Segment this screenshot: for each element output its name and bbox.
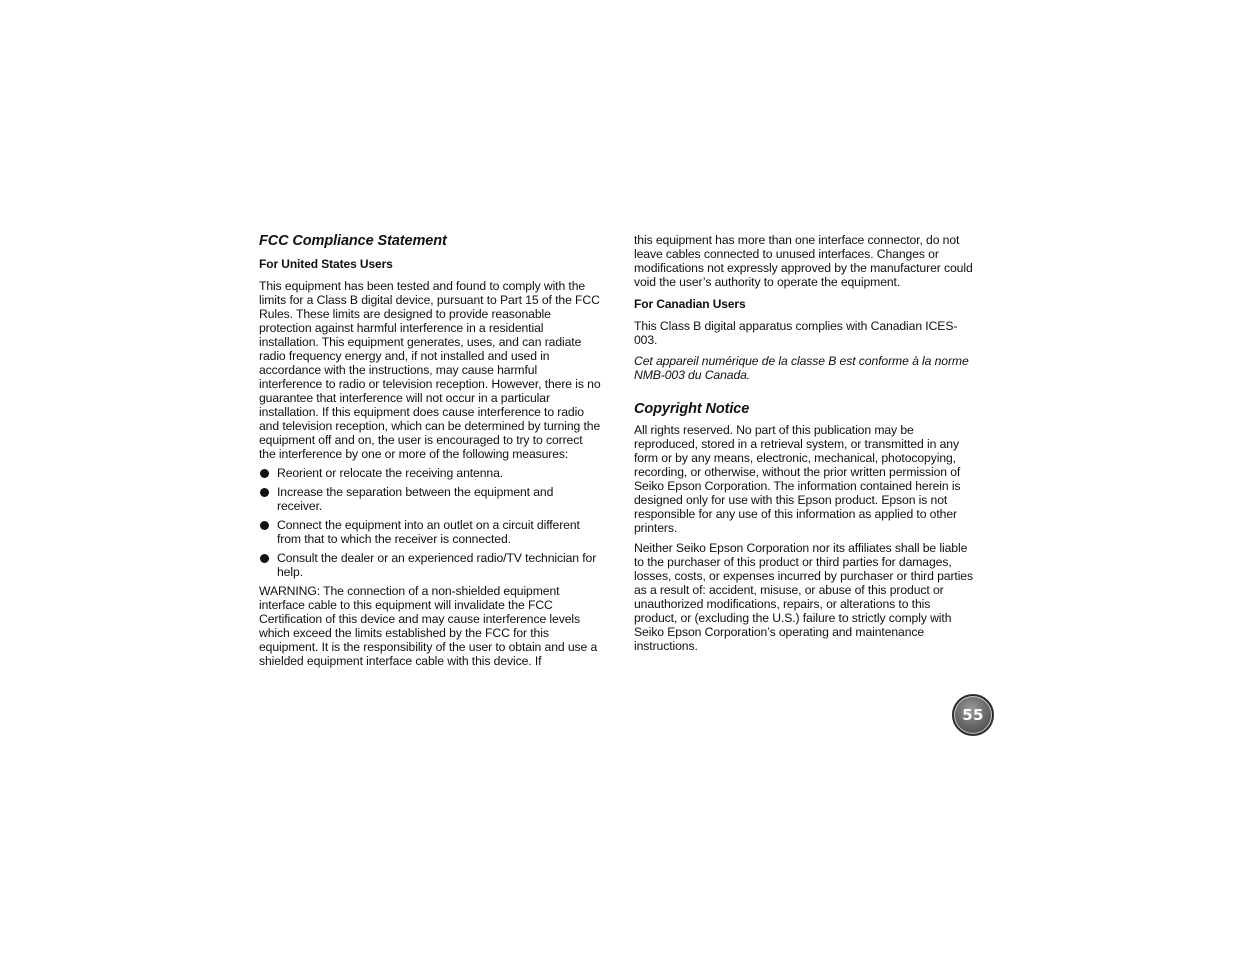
canadian-users-subheading: For Canadian Users — [634, 297, 746, 311]
warning-paragraph: WARNING: The connection of a non-shielded equipment interface cable to this equipment will invalidate the FCC Certification of this device and may cause interference levels which exceed the limits established by the FCC for this equipment. It is the responsibility of the user to obtain and use a shielded equipment interface cable with this device. If — [259, 584, 598, 668]
fcc-paragraph: This equipment has been tested and found to comply with the limits for a Class B digital device, pursuant to Part 15 of the FCC Rules. These limits are designed to provide reasonable protection against harmful interference in a residential installation. This equipment generates, uses, and can radiate radio frequency energy and, if not installed and used in accordance with the instructions, may cause harmful interference to radio or television reception. However, there is no guarantee that interference will not occur in a particular installation. If this equipment does cause interference to radio and television reception, which can be determined by turning the equipment off and on, the user is encouraged to try to correct the interference by one or more of the following measures: — [259, 279, 601, 461]
canadian-french-paragraph: Cet appareil numérique de la classe B est conforme à la norme NMB-003 du Canada. — [634, 354, 969, 382]
bullet-icon — [260, 488, 269, 497]
list-item — [259, 485, 601, 513]
canadian-paragraph: This Class B digital apparatus complies with Canadian ICES-003. — [634, 319, 958, 347]
continuation-paragraph: this equipment has more than one interface connector, do not leave cables connected to unused interfaces. Changes or modifications not expressly approved by the manufacturer could void the user’s authority to operate the equipment. — [634, 233, 973, 289]
bullet-icon — [260, 469, 269, 478]
page-number: 55 — [962, 706, 984, 724]
bullet-text: Increase the separation between the equipment and receiver. — [277, 485, 554, 513]
left-column — [259, 232, 601, 668]
us-users-subheading: For United States Users — [259, 257, 393, 271]
right-column — [634, 233, 976, 653]
bullet-text: Reorient or relocate the receiving antenna. — [277, 466, 504, 480]
measures-list — [259, 466, 601, 579]
page-number-badge — [952, 694, 994, 736]
bullet-icon — [260, 521, 269, 530]
list-item — [259, 466, 601, 480]
bullet-icon — [260, 554, 269, 563]
copyright-heading: Copyright Notice — [634, 401, 750, 417]
fcc-heading: FCC Compliance Statement — [259, 233, 447, 249]
bullet-text: Connect the equipment into an outlet on a circuit different from that to which the receiver is connected. — [277, 518, 580, 546]
list-item — [259, 551, 601, 579]
copyright-paragraph-1: All rights reserved. No part of this publication may be reproduced, stored in a retrieval system, or transmitted in any form or by any means, electronic, mechanical, photocopying, recording, or otherwise, without the prior written permission of Seiko Epson Corporation. The information contained herein is designed only for use with this Epson product. Epson is not responsible for any use of this information as applied to other printers. — [634, 423, 961, 535]
list-item — [259, 518, 601, 546]
copyright-paragraph-2: Neither Seiko Epson Corporation nor its affiliates shall be liable to the purchaser of this product or third parties for damages, losses, costs, or expenses incurred by purchaser or third parties as a result of: accident, misuse, or abuse of this product or unauthorized modifications, repairs, or alterations to this product, or (excluding the U.S.) failure to strictly comply with Seiko Epson Corporation’s operating and maintenance instructions. — [634, 541, 973, 653]
bullet-text: Consult the dealer or an experienced radio/TV technician for help. — [277, 551, 597, 579]
